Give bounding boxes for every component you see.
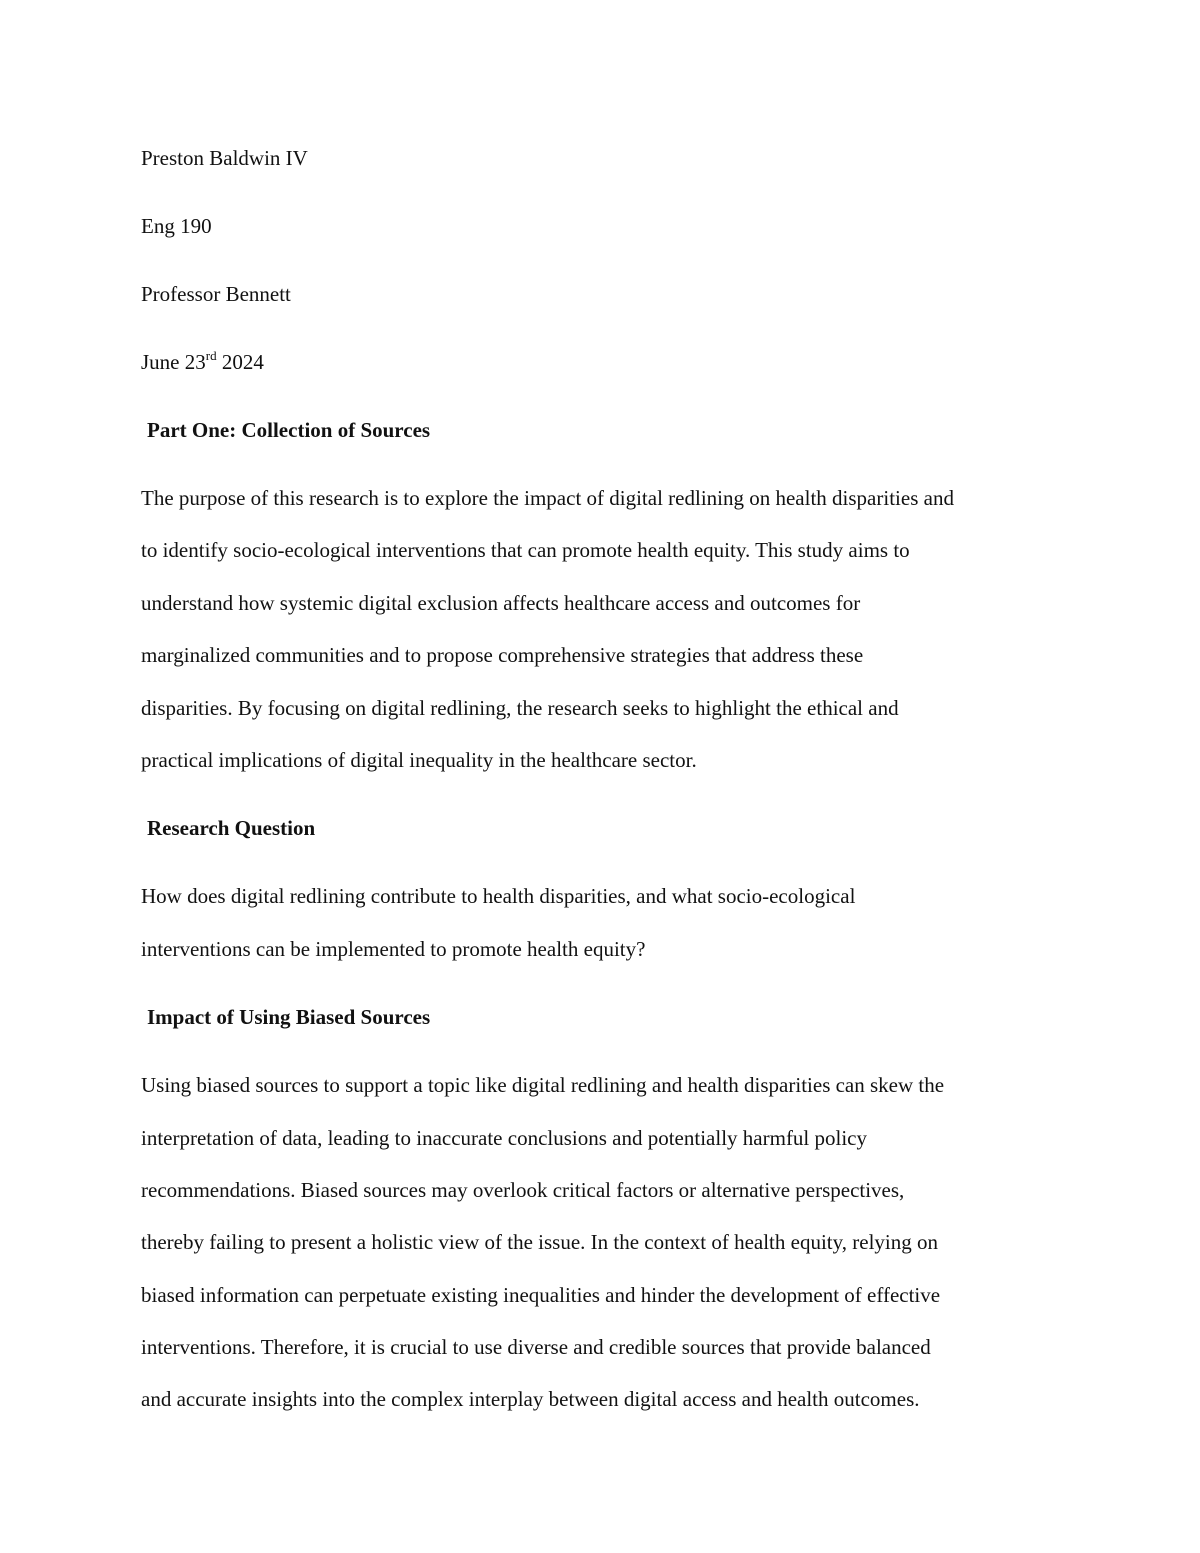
paragraph-line: How does digital redlining contribute to health disparities, and what socio-ecological xyxy=(141,884,856,909)
spacer xyxy=(141,456,1071,472)
paragraph-line: and accurate insights into the complex interplay between digital access and health outcomes. xyxy=(141,1387,920,1412)
paragraph-purpose xyxy=(141,472,1071,786)
paragraph-line: understand how systemic digital exclusion affects healthcare access and outcomes for xyxy=(141,590,861,615)
paragraph-line: disparities. By focusing on digital redlining, the research seeks to highlight the ethical and xyxy=(141,695,899,720)
paragraph-line: interpretation of data, leading to inaccurate conclusions and potentially harmful policy xyxy=(141,1125,868,1150)
paragraph-line: thereby failing to present a holistic view of the issue. In the context of health equity, relying on xyxy=(141,1230,939,1255)
paragraph-line: interventions. Therefore, it is crucial to use diverse and credible sources that provide balanced xyxy=(141,1335,931,1360)
professor-name: Professor Bennett xyxy=(141,282,291,306)
spacer xyxy=(141,320,1071,336)
date-year: 2024 xyxy=(216,350,264,374)
spacer xyxy=(141,1043,1071,1059)
document-date xyxy=(141,336,1071,388)
spacer xyxy=(141,184,1071,200)
spacer xyxy=(141,388,1071,404)
paragraph-line: Using biased sources to support a topic like digital redlining and health disparities can skew the xyxy=(141,1073,945,1098)
spacer xyxy=(141,252,1071,268)
date-ordinal-suffix: rd xyxy=(205,348,217,363)
paragraph-research-question xyxy=(141,870,1071,975)
paragraph-line: marginalized communities and to propose comprehensive strategies that address these xyxy=(141,643,864,668)
spacer xyxy=(141,854,1071,870)
heading-research-question: Research Question xyxy=(147,816,316,841)
course-name: Eng 190 xyxy=(141,214,212,238)
paragraph-biased-sources xyxy=(141,1059,1071,1426)
paragraph-line: recommendations. Biased sources may overlook critical factors or alternative perspectives, xyxy=(141,1177,905,1202)
spacer xyxy=(141,786,1071,802)
paragraph-line: interventions can be implemented to promote health equity? xyxy=(141,936,646,961)
author-name: Preston Baldwin IV xyxy=(141,146,308,170)
heading-biased-sources: Impact of Using Biased Sources xyxy=(147,1005,431,1030)
date-month-day: June 23 xyxy=(141,350,206,374)
spacer xyxy=(141,975,1071,991)
heading-part-one: Part One: Collection of Sources xyxy=(147,418,431,442)
paragraph-line: practical implications of digital inequality in the healthcare sector. xyxy=(141,747,697,772)
paragraph-line: biased information can perpetuate existing inequalities and hinder the development of effective xyxy=(141,1282,941,1307)
paragraph-line: to identify socio-ecological interventions that can promote health equity. This study aims to xyxy=(141,538,910,563)
paragraph-line: The purpose of this research is to explore the impact of digital redlining on health disparities and xyxy=(141,486,954,510)
document-body xyxy=(141,132,1071,1426)
